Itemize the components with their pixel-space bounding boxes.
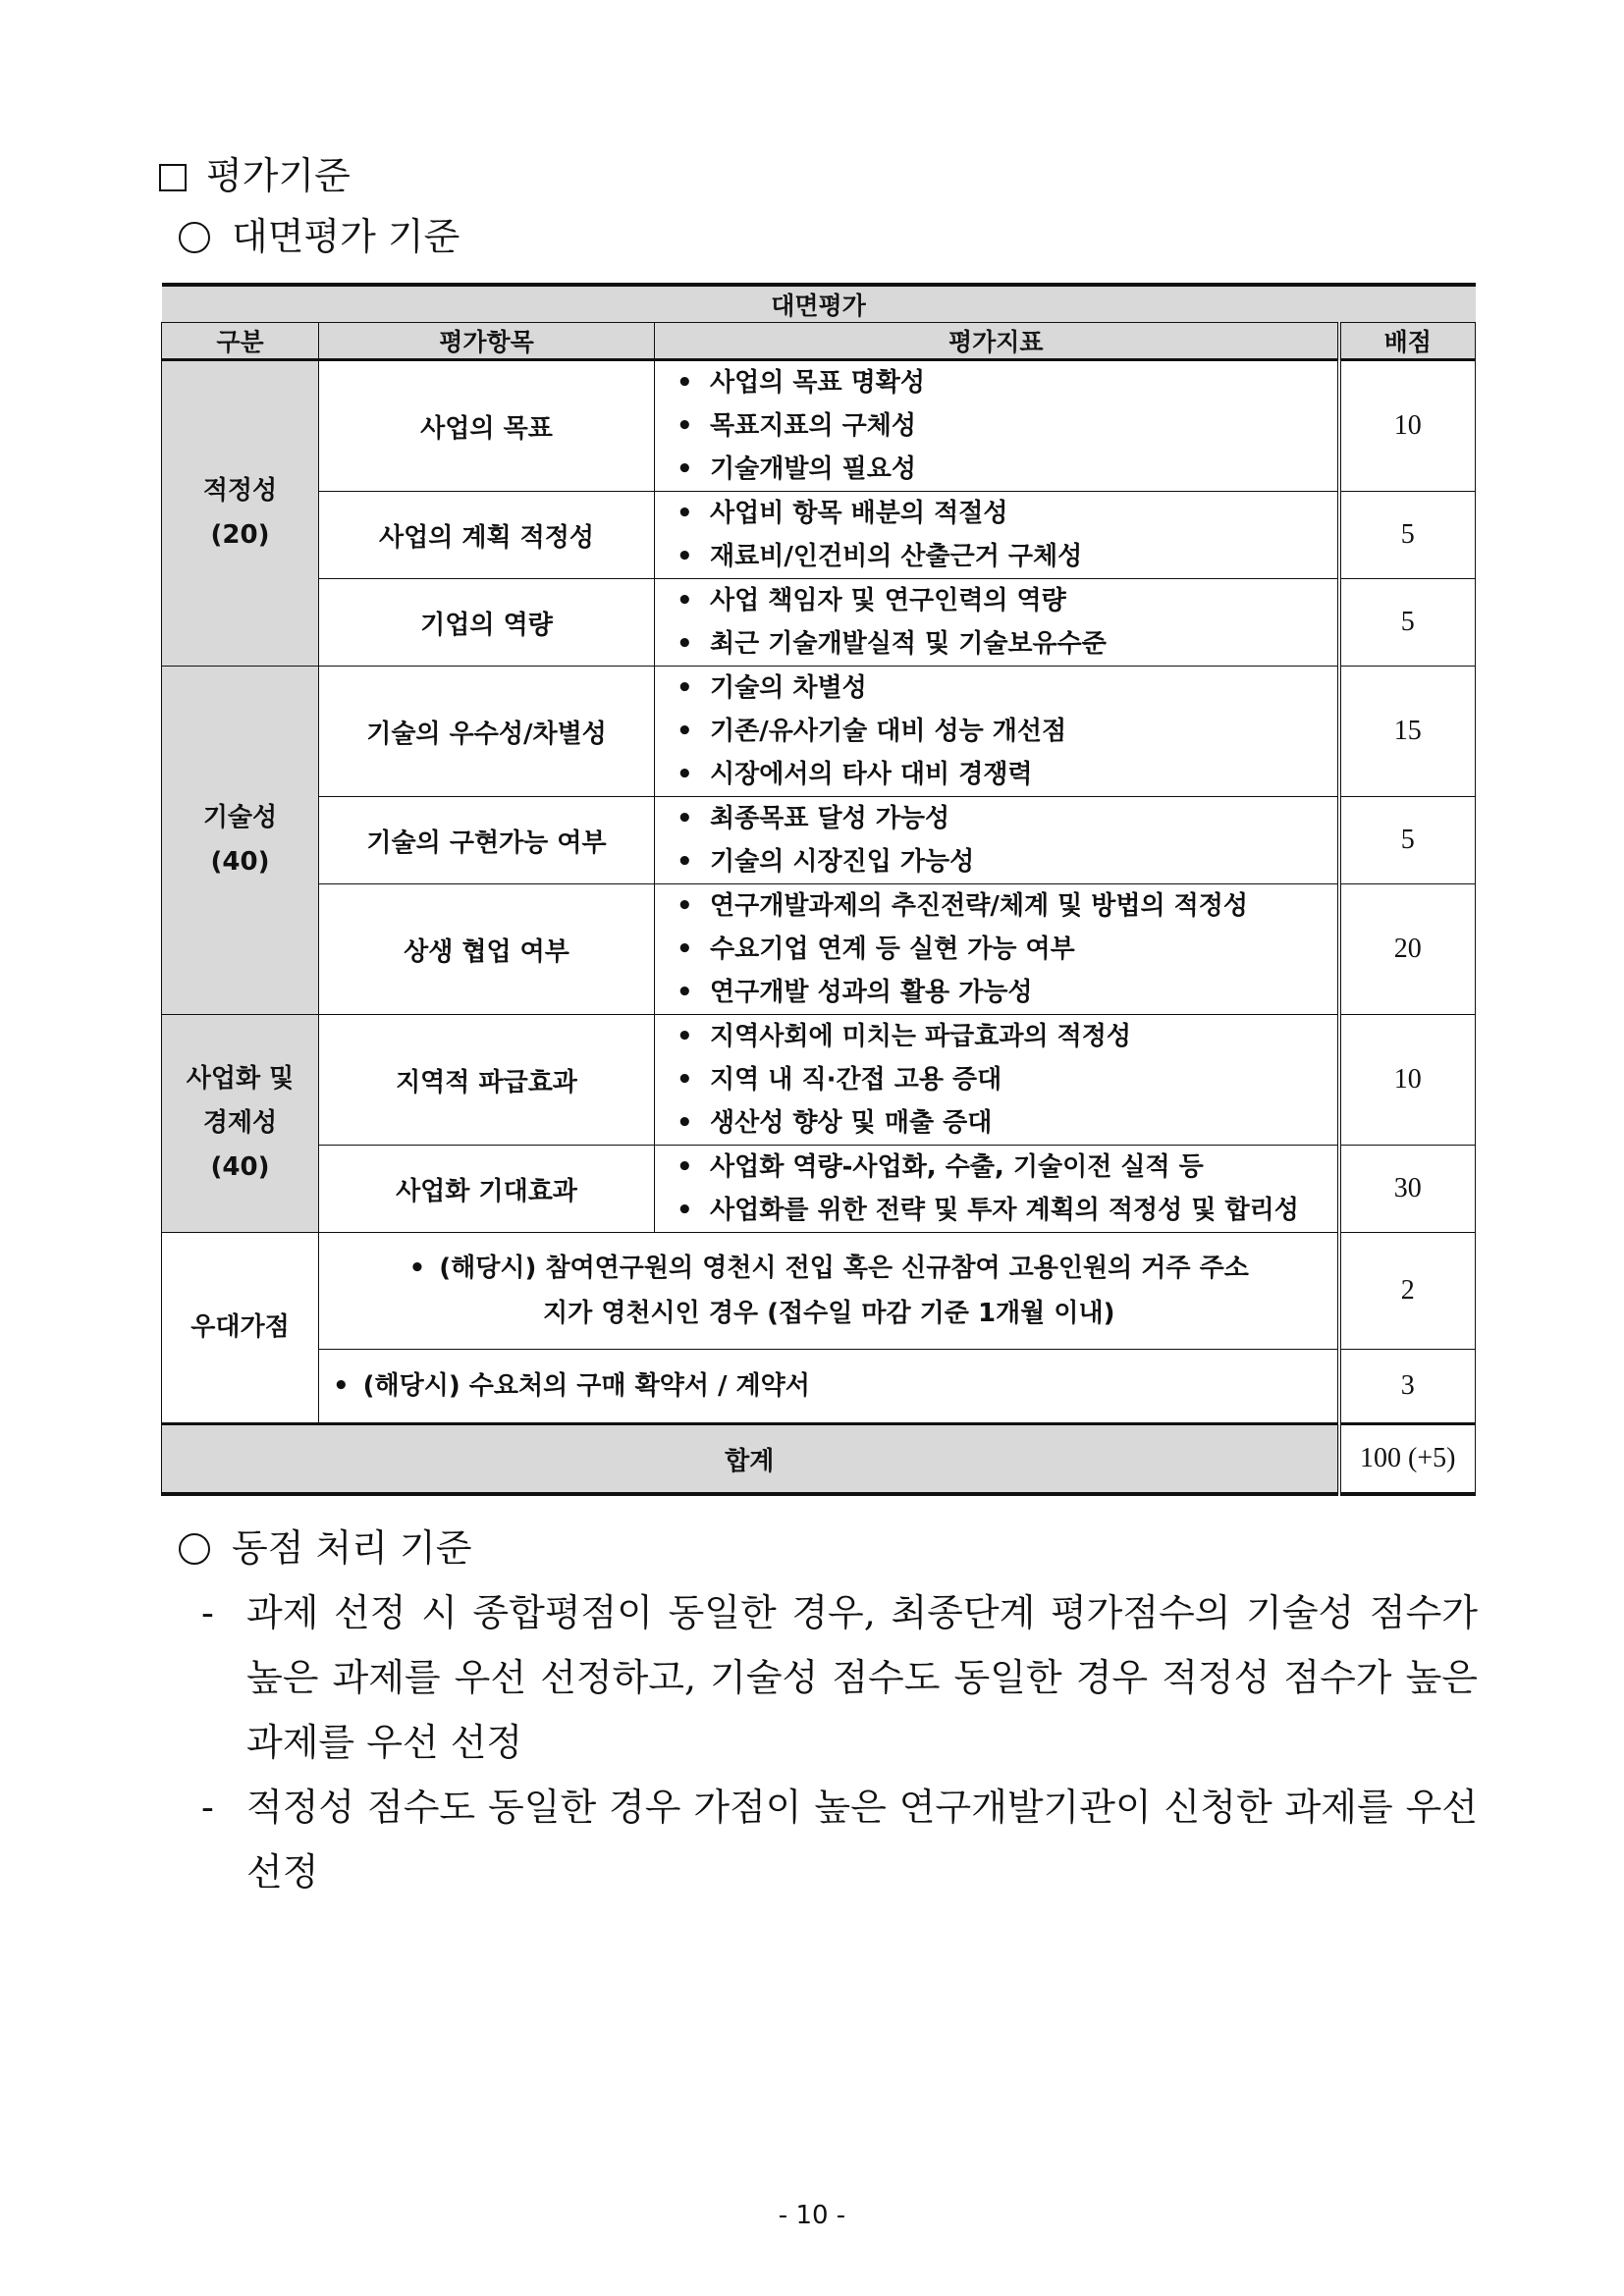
- evaluation-table: [161, 283, 1476, 1496]
- table-row: [162, 797, 1476, 884]
- indicator: • 사업화 역량-사업화, 수출, 기술이전 실적 등: [667, 1146, 1326, 1189]
- table-row: [162, 667, 1476, 797]
- category-cell: 우대가점: [162, 1233, 319, 1424]
- score-cell: 15: [1339, 667, 1476, 797]
- indicator: • 수요기업 연계 등 실현 가능 여부: [667, 928, 1326, 971]
- indicator: • 지역사회에 미치는 파급효과의 적정성: [667, 1015, 1326, 1058]
- total-label: 합계: [162, 1424, 1339, 1495]
- indicator: • 목표지표의 구체성: [667, 404, 1326, 448]
- preferential-cell: • (해당시) 참여연구원의 영천시 전입 혹은 신규참여 고용인원의 거주 주소 지가 영천시인 경우 (접수일 마감 기준 1개월 이내): [319, 1233, 1339, 1350]
- table-row: [162, 1015, 1476, 1146]
- item-cell: 사업화 기대효과: [319, 1146, 655, 1233]
- score-cell: 5: [1339, 492, 1476, 579]
- indicator: • 사업화를 위한 전략 및 투자 계획의 적정성 및 합리성: [667, 1189, 1326, 1232]
- dash-bullet-icon: -: [201, 1591, 214, 1634]
- item-cell: 기술의 우수성/차별성: [319, 667, 655, 797]
- table-title-row: [162, 285, 1476, 323]
- table-title: 대면평가: [162, 285, 1476, 323]
- table-row: [162, 579, 1476, 667]
- indicator: • 지역 내 직·간접 고용 증대: [667, 1058, 1326, 1101]
- indicator: • 생산성 향상 및 매출 증대: [667, 1101, 1326, 1145]
- indicator-cell: [655, 884, 1339, 1015]
- table-row: [162, 1233, 1476, 1350]
- category-cell: 사업화 및 경제성 (40): [162, 1015, 319, 1233]
- subsection-heading-face-to-face: 대면평가 기준: [179, 218, 460, 255]
- bullet-icon: •: [408, 1254, 426, 1283]
- table-row: [162, 492, 1476, 579]
- subsection-heading-tie-breaking: 동점 처리 기준: [179, 1529, 471, 1567]
- indicator: • 기술의 시장진입 가능성: [667, 840, 1326, 883]
- table-row: [162, 1146, 1476, 1233]
- indicator-cell: [655, 492, 1339, 579]
- indicator: • 연구개발과제의 추진전략/체계 및 방법의 적정성: [667, 884, 1326, 928]
- indicator: • 시장에서의 타사 대비 경쟁력: [667, 753, 1326, 796]
- indicator: • 기술개발의 필요성: [667, 448, 1326, 491]
- score-cell: 3: [1339, 1350, 1476, 1424]
- score-cell: 5: [1339, 797, 1476, 884]
- score-cell: 2: [1339, 1233, 1476, 1350]
- item-cell: 기업의 역량: [319, 579, 655, 667]
- score-cell: 20: [1339, 884, 1476, 1015]
- indicator: • 사업의 목표 명확성: [667, 361, 1326, 404]
- score-cell: 10: [1339, 1015, 1476, 1146]
- square-bullet-icon: [159, 164, 187, 191]
- indicator-cell: [655, 360, 1339, 492]
- dash-bullet-icon: -: [201, 1786, 214, 1829]
- score-cell: 30: [1339, 1146, 1476, 1233]
- section-heading-criteria: 평가기준: [159, 157, 351, 194]
- col-header-score: 배점: [1339, 323, 1476, 360]
- indicator: • 연구개발 성과의 활용 가능성: [667, 971, 1326, 1014]
- total-row: [162, 1424, 1476, 1495]
- indicator-cell: [655, 1015, 1339, 1146]
- item-cell: 기술의 구현가능 여부: [319, 797, 655, 884]
- indicator: • 최종목표 달성 가능성: [667, 797, 1326, 840]
- circle-bullet-icon: [179, 1533, 210, 1565]
- col-header-indicator: 평가지표: [655, 323, 1339, 360]
- indicator-cell: [655, 1146, 1339, 1233]
- indicator-cell: [655, 797, 1339, 884]
- category-cell: 기술성 (40): [162, 667, 319, 1015]
- col-header-category: 구분: [162, 323, 319, 360]
- preferential-cell: • (해당시) 수요처의 구매 확약서 / 계약서: [319, 1350, 1339, 1424]
- col-header-item: 평가항목: [319, 323, 655, 360]
- table-row: [162, 360, 1476, 492]
- indicator: • 재료비/인건비의 산출근거 구체성: [667, 535, 1326, 578]
- score-cell: 10: [1339, 360, 1476, 492]
- bullet-icon: •: [333, 1371, 350, 1401]
- circle-bullet-icon: [179, 222, 210, 253]
- tie-rule-item: - 과제 선정 시 종합평점이 동일한 경우, 최종단계 평가점수의 기술성 점수가 높은 과제를 우선 선정하고, 기술성 점수도 동일한 경우 적정성 점수가 높은 과제를 우선 선정: [201, 1580, 1478, 1775]
- item-cell: 사업의 계획 적정성: [319, 492, 655, 579]
- table-row: [162, 1350, 1476, 1424]
- total-score: 100 (+5): [1339, 1424, 1476, 1495]
- indicator: • 최근 기술개발실적 및 기술보유수준: [667, 622, 1326, 666]
- table-header-row: [162, 323, 1476, 360]
- table-row: [162, 884, 1476, 1015]
- score-cell: 5: [1339, 579, 1476, 667]
- page-number: - 10 -: [778, 2201, 846, 2230]
- indicator-cell: [655, 579, 1339, 667]
- indicator-cell: [655, 667, 1339, 797]
- item-cell: 지역적 파급효과: [319, 1015, 655, 1146]
- item-cell: 사업의 목표: [319, 360, 655, 492]
- item-cell: 상생 협업 여부: [319, 884, 655, 1015]
- indicator: • 사업 책임자 및 연구인력의 역량: [667, 579, 1326, 622]
- indicator: • 기존/유사기술 대비 성능 개선점: [667, 710, 1326, 753]
- tie-rule-item: - 적정성 점수도 동일한 경우 가점이 높은 연구개발기관이 신청한 과제를 우선 선정: [201, 1775, 1478, 1904]
- indicator: • 사업비 항목 배분의 적절성: [667, 492, 1326, 535]
- category-cell: 적정성 (20): [162, 360, 319, 667]
- indicator: • 기술의 차별성: [667, 667, 1326, 710]
